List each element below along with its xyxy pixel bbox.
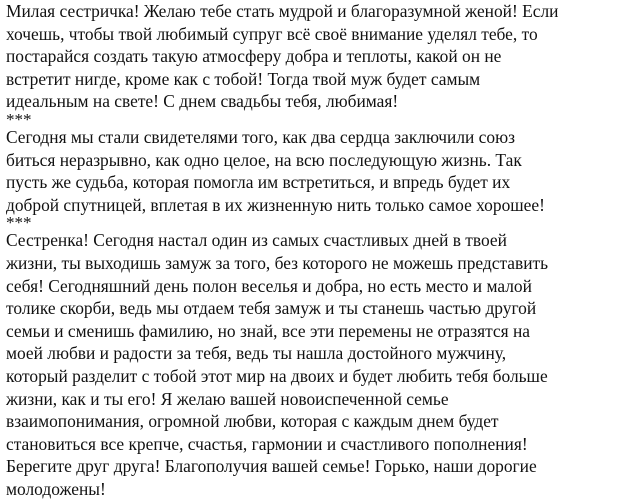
text-line: Сегодня мы стали свидетелями того, как два сердца заключили союз — [6, 126, 515, 147]
text-line: Сестренка! Сегодня настал один из самых счастливых дней в твоей — [6, 230, 507, 251]
text-line: постарайся создать такую атмосферу добра и теплоты, какой он не — [6, 46, 502, 67]
paragraph-3 — [6, 229, 618, 500]
text-line: Берегите друг друга! Благополучия вашей семье! Горько, наши дорогие — [6, 456, 537, 477]
text-line: который разделит с тобой этот мир на двоих и будет любить тебя больше — [6, 365, 548, 386]
text-line: взаимопонимания, огромной любви, которая с каждым днем будет — [6, 411, 499, 432]
text-line: пусть же судьба, которая помогла им встретиться, и впредь будет их — [6, 172, 511, 193]
text-line: Милая сестричка! Желаю тебе стать мудрой и благоразумной женой! Если — [6, 1, 559, 21]
paragraph-2 — [6, 126, 618, 216]
text-line: идеальным на свете! С днем свадьбы тебя, любимая! — [6, 91, 399, 112]
text-line: молодожены! — [6, 478, 106, 499]
text-line: хочешь, чтобы твой любимый супруг всё своё внимание уделял тебе, то — [6, 23, 538, 44]
text-line: толике скорби, ведь мы отдаем тебя замуж и ты станешь частью другой — [6, 298, 537, 319]
text-line: доброй спутницей, вплетая в их жизненную нить только самое хорошее! — [6, 194, 545, 215]
paragraph-1 — [6, 0, 618, 113]
text-line: встретит нигде, кроме как с тобой! Тогда твой муж будет самым — [6, 68, 481, 89]
text-line: жизни, как и ты его! Я желаю вашей новоиспеченной семье — [6, 388, 449, 409]
text-line: биться неразрывно, как одно целое, на всю последующую жизнь. Так — [6, 149, 522, 170]
text-line: моей любви и радости за тебя, ведь ты нашла достойного мужчину, — [6, 343, 507, 364]
text-line: семьи и сменишь фамилию, но знай, все эти перемены не отразятся на — [6, 320, 531, 341]
section-separator: *** — [6, 213, 32, 233]
text-line: становиться все крепче, счастья, гармонии и счастливого пополнения! — [6, 433, 528, 454]
text-line: себя! Сегодняшний день полон веселья и добра, но есть место и малой — [6, 275, 532, 296]
section-separator: *** — [6, 109, 32, 129]
text-line: жизни, ты выходишь замуж за того, без которого не можешь представить — [6, 252, 549, 273]
